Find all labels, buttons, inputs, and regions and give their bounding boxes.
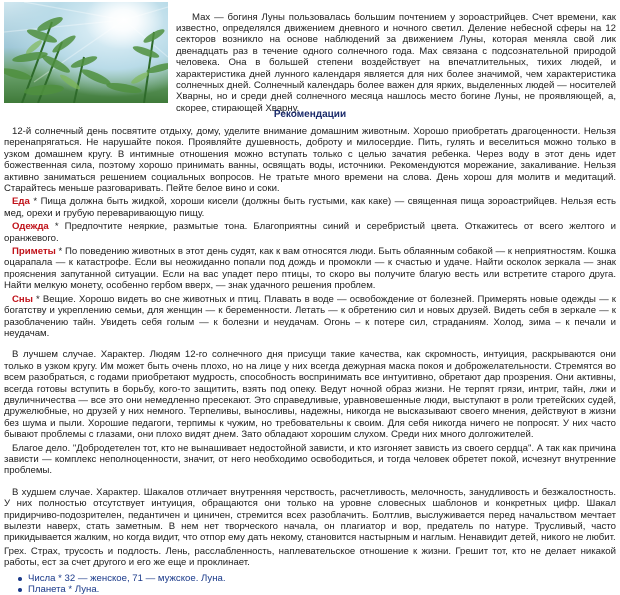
omens-label: Приметы <box>12 246 56 258</box>
omens-paragraph: Приметы * По поведению животных в этот день судят, как к вам относятся люди. Быть облаянным собакой — к неприятностям. Кошка оцарапала — к катастрофе. Если вы неожиданно попали под дождь и промокли — к счастью и удаче. Найти осколок зеркала — знак прояснения запутанной ситуации. Если на вас упадет перо птицы, то скоро вы получите благую весть или встретите старого друга. Найти мелкую монету, особенно гербом вверх, — знак удачного решения проблем. <box>4 246 617 292</box>
food-label: Еда <box>12 196 30 208</box>
rest-paragraph: 12-й солнечный день посвятите отдыху, дому, уделите внимание домашним животным. Хорошо приобретать драгоценности. Нельзя перенапрягаться. Не нарушайте покоя. Проявляйте душевность, доброту и милосердие. Пить, гулять и веселиться можно только в узком домашнем кругу. В интимные отношения можно вступать только с целью зачатия ребенка. Через воду в этот день идет божественная сила, поэтому хорошо принимать ванны, освящать воды, источники. Рекомендуются морежание, закаливание. Нельзя активно заниматься решением социальных вопросов. Не тратьте много времени на слова. День хорош для молитв и медитаций. Старайтесь меньше разговаривать. Пейте белое вино и соки. <box>4 126 616 195</box>
stats-list <box>4 573 616 595</box>
clothes-paragraph: Одежда * Предпочтите неяркие, размытые тона. Благоприятны синий и серебристый цвета. Откажитесь от всего желтого и оранжевого. <box>4 221 616 244</box>
dreams-text: Вещие. Хорошо видеть во сне животных и птиц. Плавать в воде — освобождение от болезней. Примерять новые одежды — к богатству и укреплению семьи, для женщин — к беременности. Летать — к обретению сил и новых друзей. Видеть себя в зеркале — к разоблачению тайн. Увидеть себя голым — к болезни и неудачам. Огонь – к потере сил, страданиям. Холод, зима – к печали и неудачам. <box>4 293 616 339</box>
omens-text: По поведению животных в этот день судят, как к вам относятся люди. Быть облаянным собакой — к неприятностям. Кошка оцарапала — к катастрофе. Если вы неожиданно попали под дождь и промокли — к счастью и удаче. Найти осколок зеркала — знак прояснения запутанной ситуации. Если на вас упадет перо птицы, то скоро вы получите благую весть или встретите старого друга. Найти мелкую монету, особенно гербом вверх, — знак удачного решения проблем. <box>4 246 617 292</box>
worst-case-paragraph: В худшем случае. Характер. Шакалов отличает внутренняя черствость, расчетливость, мелочность, занудливость и безжалостность. У них полностью отсутствует интуиция, обращаются они только на уровне словесных шаблонов и конкретных цифр. Шакал придирчиво-подозрителен, педантичен и циничен, стремится всех разоблачить. Болтлив, выслуживается перед начальством мечтает вылезти наверх, стать заметным. В нем нет творческого начала, он плагиатор и вор, предатель по натуре. Трусливый, часто прикидывается жалким, но когда видит, что отпор ему дать некому, становится настырным и наглым. Ненавидит детей, никого не любит. <box>4 486 616 544</box>
clothes-label: Одежда <box>12 221 49 233</box>
article-body <box>4 126 616 595</box>
recommendations-heading: Рекомендации <box>273 109 347 120</box>
dreams-paragraph: Сны * Вещие. Хорошо видеть во сне животных и птиц. Плавать в воде — освобождение от болезней. Примерять новые одежды — к богатству и укреплению семьи, для женщин — к беременности. Летать — к обретению сил и новых друзей. Видеть себя в зеркале — к разоблачению тайн. Увидеть себя голым — к болезни и неудачам. Огонь – к потере сил, страданиям. Холод, зима – к печали и неудачам. <box>4 293 616 339</box>
bamboo-tree-illustration <box>4 2 168 103</box>
blessing-paragraph: Благое дело. "Добродетелен тот, кто не вынашивает недостойной зависти, и кто изгоняет зависть из своего сердца". А так как причина зависти — комплекс неполноценности, значит, от него необходимо освободиться, и тогда человек обретет покой, исчезнут внутренние проблемы. <box>4 442 616 477</box>
sin-paragraph: Грех. Страх, трусость и подлость. Лень, расслабленность, наплевательское отношение к жизни. Грешит тот, кто не делает никакой работы, ест за счет другого и его же еще и проклинает. <box>4 545 616 569</box>
food-text: Пища должна быть жидкой, хороши кисели (должны быть густыми, как каке) — священная пища зороастрийцев. Нельзя есть мед, орехи и грубую переваривающую пищу. <box>4 196 616 219</box>
intro-paragraph: Мах — богиня Луны пользовалась большим почтением у зороастрийцев. Счет времени, как известно, определялся движением дневного и ночного светил. Деление небесной сферы на 12 секторов возникло на основе наблюдений за движением Луны, которая меняла свой лик двенадцать раз в течение одного солнечного года. Мах связана с подсознательной природой человека. Она в большей степени воздействует на впечатлительных, тихих людей, и характеристика дней лунного календаря является для них более значимой, чем характеристика солнечных дней. Солнечный календарь более важен для ярких, выделенных людей — носителей Хварны, но и среди дней солнечного месяца нашлось место богине Луны, не проявляющей, а, скорее, стирающей Хварну. <box>176 11 616 114</box>
numbers-item: Числа * 32 — женское, 71 — мужское. Луна. <box>18 573 616 584</box>
food-paragraph: Еда * Пища должна быть жидкой, хороши кисели (должны быть густыми, как каке) — священная пища зороастрийцев. Нельзя есть мед, орехи и грубую переваривающую пищу. <box>4 196 616 219</box>
sky-sun-photo <box>4 2 168 103</box>
clothes-text: Предпочтите неяркие, размытые тона. Благоприятны синий и серебристый цвета. Откажитесь от всего желтого и оранжевого. <box>4 221 616 244</box>
dreams-label: Сны <box>12 293 33 305</box>
best-case-paragraph: В лучшем случае. Характер. Людям 12-го солнечного дня присущи такие качества, как скромность, интуиция, раскрываются они только в узком кругу. Им может быть очень плохо, но на лице у них всегда дежурная маска покоя и доброжелательности. Стремятся во всем разобраться, с годами приобретают мудрость, способность воспринимать все интуитивно, обретают дар прозрения. Они активны, всегда готовы вступить в борьбу, кого-то защитить, взять под опеку. Ведут ночной образ жизни. Не терпят грязи, интриг, тайн, лжи и двуличничества — все это они немедленно пресекают. Это справедливые, уравновешенные люди, выступают в роли третейских судей, дружелюбные, но друзей у них немного. Терпеливы, выносливы, надежны, никогда не высказывают своего мнения, действуют в жизни без шума и пыли. Хорошие педагоги, терпимы к чужим, но требовательны к своим. Для себя никогда ничего не попросят. У них часто бывают проблемы с глазами, они плохо видят днем. Зато обладают хорошим слухом. Среди них много долгожителей. <box>4 349 616 441</box>
planet-item: Планета * Луна. <box>18 584 616 595</box>
